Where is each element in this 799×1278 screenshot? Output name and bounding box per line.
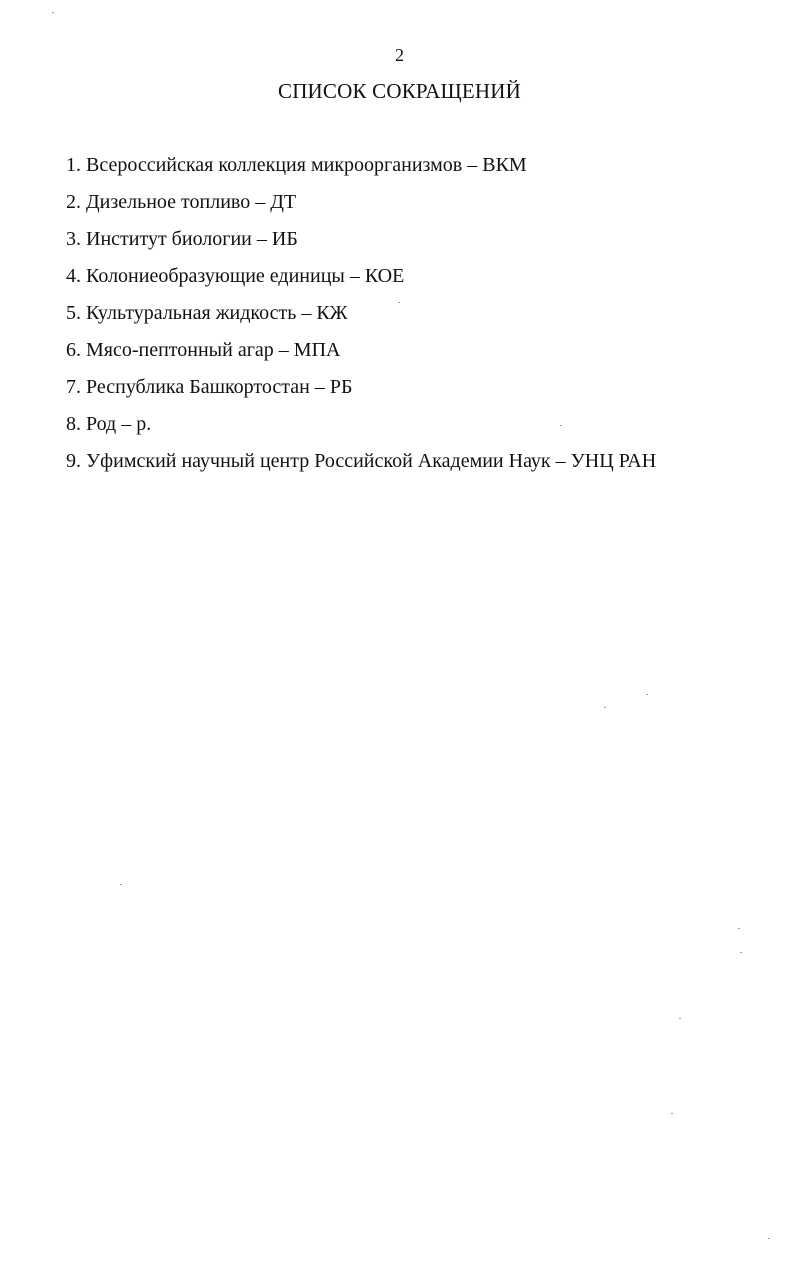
list-item: 1. Всероссийская коллекция микроорганизмов – ВКМ <box>66 154 527 176</box>
scan-speck <box>768 1238 770 1239</box>
scan-speck <box>646 694 648 695</box>
scan-speck <box>52 12 54 13</box>
list-item: 6. Мясо-пептонный агар – МПА <box>66 339 341 361</box>
list-item: 9. Уфимский научный центр Российской Академии Наук – УНЦ РАН <box>66 450 657 472</box>
list-item: 5. Культуральная жидкость – КЖ <box>66 302 348 324</box>
page-title: СПИСОК СОКРАЩЕНИЙ <box>277 79 521 103</box>
list-item: 3. Институт биологии – ИБ <box>66 228 298 250</box>
list-item: 8. Род – р. <box>66 413 152 435</box>
scan-speck <box>560 425 562 426</box>
scan-speck <box>604 707 606 708</box>
abbreviation-list <box>66 150 766 483</box>
scan-speck <box>740 952 742 953</box>
list-item: 7. Республика Башкортостан – РБ <box>66 376 353 398</box>
scan-speck <box>398 302 400 303</box>
scan-speck <box>120 884 122 885</box>
list-item: 4. Колониеобразующие единицы – КОЕ <box>66 265 405 287</box>
scan-speck <box>671 1113 673 1114</box>
scan-speck <box>679 1018 681 1019</box>
page-number: 2 <box>395 45 404 65</box>
scan-speck <box>738 928 740 929</box>
list-item: 2. Дизельное топливо – ДТ <box>66 191 297 213</box>
